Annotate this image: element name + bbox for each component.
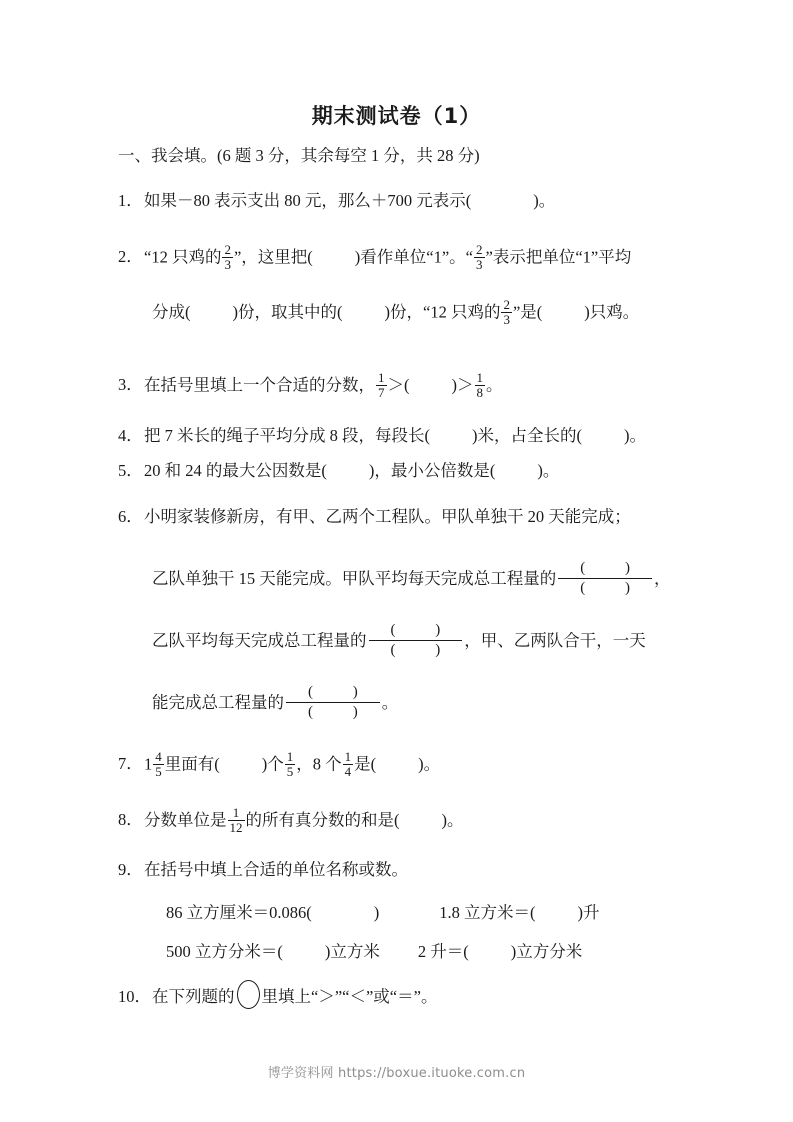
fraction-two-thirds-b xyxy=(474,243,485,271)
question-2-number: 2． xyxy=(118,247,143,267)
question-9-row-1 xyxy=(166,899,600,923)
question-6-line-2 xyxy=(152,560,752,597)
mixed-number-one-and-four-fifths xyxy=(144,750,165,778)
blank-fraction-denominator: ( ) xyxy=(369,640,463,659)
fraction-one-fifth xyxy=(285,750,296,778)
question-7 xyxy=(118,750,718,778)
blank-fraction-yi xyxy=(369,622,463,659)
fraction-two-thirds-a xyxy=(222,243,233,271)
question-2-blank-2 xyxy=(191,304,233,321)
question-10-text-a: 在下列题的 xyxy=(152,987,235,1006)
question-1 xyxy=(118,193,718,210)
question-2-text-a: “12 只鸡的 xyxy=(144,247,222,267)
question-3-blank xyxy=(410,377,452,394)
fraction-two-thirds-c xyxy=(501,298,512,326)
question-1-text-b: )。 xyxy=(533,191,556,210)
question-6 xyxy=(118,509,718,526)
question-2-text-h: ”是( xyxy=(512,302,543,322)
question-2-text-b: ”，这里把( xyxy=(233,247,313,267)
question-6-text-c: 乙队平均每天完成总工程量的 xyxy=(152,631,367,650)
question-6-number: 6． xyxy=(118,507,143,526)
fraction-denominator: 4 xyxy=(344,763,352,779)
question-7-text-a: 里面有( xyxy=(164,754,220,774)
conversion-4-blank xyxy=(469,942,511,962)
fraction-denominator: 3 xyxy=(503,311,510,327)
fraction-four-fifths xyxy=(153,750,164,778)
question-3-number: 3． xyxy=(118,375,143,395)
fraction-one-fourth xyxy=(343,750,354,778)
question-10-text-b: 里填上“＞”“＜”或“＝”。 xyxy=(261,987,438,1006)
blank-fraction-numerator: ( ) xyxy=(390,622,459,638)
blank-fraction-numerator: ( ) xyxy=(308,684,376,700)
fraction-denominator: 5 xyxy=(155,763,162,779)
question-5-blank-1 xyxy=(327,463,369,480)
question-5-number: 5． xyxy=(118,461,143,480)
question-3-text-b: ＞( xyxy=(387,375,410,395)
fraction-one-twelfth xyxy=(228,806,245,834)
question-10-number: 10． xyxy=(118,987,151,1006)
question-5 xyxy=(118,463,718,480)
fraction-denominator: 3 xyxy=(476,256,483,272)
conversion-4-close: )立方分米 xyxy=(510,942,583,961)
conversion-3-blank xyxy=(283,942,325,962)
blank-fraction-numerator: ( ) xyxy=(580,560,648,576)
fraction-one-eighth xyxy=(475,371,486,399)
question-2-text-g: )份，“12 只鸡的 xyxy=(384,302,501,322)
question-4-text-a: 把 7 米长的绳子平均分成 8 段，每段长( xyxy=(144,426,430,445)
fraction-numerator: 2 xyxy=(476,242,483,257)
question-2-text-i: )只鸡。 xyxy=(584,302,640,322)
question-5-text-b: )，最小公倍数是( xyxy=(368,461,496,480)
question-2-text-f: )份，取其中的( xyxy=(232,302,343,322)
circle-blank-icon xyxy=(237,980,260,1009)
fraction-one-seventh xyxy=(376,371,387,399)
question-1-blank xyxy=(471,193,533,210)
section-heading: 一、我会填。(6 题 3 分，其余每空 1 分，共 28 分) xyxy=(118,146,480,165)
question-4-text-b: )米，占全长的( xyxy=(472,426,582,445)
question-2-text-c: )看作单位“1”。“ xyxy=(354,247,473,267)
footer-watermark: 博学资料网 https://boxue.ituoke.com.cn xyxy=(267,1066,526,1081)
blank-fraction-denominator: ( ) xyxy=(286,702,380,721)
question-8-text-a: 分数单位是 xyxy=(144,810,227,830)
fraction-denominator: 12 xyxy=(229,819,243,835)
question-1-number: 1． xyxy=(118,191,143,210)
fraction-numerator: 1 xyxy=(286,749,294,764)
question-5-text-c: )。 xyxy=(537,461,560,480)
question-6-text-b: ， xyxy=(654,569,671,588)
conversion-1-left: 86 立方厘米＝0.086( xyxy=(166,903,312,922)
question-2-blank-4 xyxy=(542,304,584,321)
question-8-text-c: )。 xyxy=(441,810,464,830)
blank-fraction-jia xyxy=(558,560,652,597)
question-5-blank-2 xyxy=(495,463,537,480)
question-6-line-3 xyxy=(152,622,752,659)
question-4-text-c: )。 xyxy=(624,426,646,445)
question-2-text-d: ”表示把单位“1”平均 xyxy=(485,247,632,267)
question-3-text-a: 在括号里填上一个合适的分数， xyxy=(144,375,375,395)
question-6-line-1: 小明家装修新房，有甲、乙两个工程队。甲队单独干 20 天能完成； xyxy=(144,507,631,526)
conversion-2-left: 1.8 立方米＝( xyxy=(439,903,536,922)
question-9-row-2 xyxy=(166,938,582,962)
question-6-line-4 xyxy=(152,684,752,721)
conversion-2-blank xyxy=(536,903,578,923)
question-3 xyxy=(118,371,718,399)
blank-fraction-combined xyxy=(286,684,380,721)
conversion-1-close: ) xyxy=(373,903,380,922)
question-1-text-a: 如果－80 表示支出 80 元，那么＋700 元表示( xyxy=(144,191,472,210)
question-7-text-b: )个 xyxy=(261,754,284,774)
question-7-blank-1 xyxy=(220,756,262,773)
question-7-text-c: ，8 个 xyxy=(296,754,342,774)
fraction-denominator: 8 xyxy=(476,384,483,400)
question-4-blank-2 xyxy=(582,428,624,445)
conversion-3-left: 500 立方分米＝( xyxy=(166,942,283,961)
question-9-text: 在括号中填上合适的单位名称或数。 xyxy=(144,860,408,879)
question-5-text-a: 20 和 24 的最大公因数是( xyxy=(144,461,327,480)
blank-fraction-denominator: ( ) xyxy=(558,578,652,597)
question-7-text-d: 是( xyxy=(354,754,377,774)
fraction-denominator: 3 xyxy=(224,256,231,272)
question-6-text-e: 能完成总工程量的 xyxy=(152,693,284,712)
conversion-4-left: 2 升＝( xyxy=(417,942,469,961)
question-3-text-d: 。 xyxy=(486,375,503,395)
question-7-number: 7． xyxy=(118,754,143,774)
fraction-numerator: 2 xyxy=(224,242,231,257)
fraction-numerator: 1 xyxy=(476,370,483,385)
question-4 xyxy=(118,428,718,445)
question-2-blank-3 xyxy=(343,304,385,321)
question-8-text-b: 的所有真分数的和是( xyxy=(245,810,400,830)
question-6-text-d: ，甲、乙两队合干，一天 xyxy=(464,631,646,650)
question-2-blank-1 xyxy=(313,249,355,266)
question-8-number: 8． xyxy=(118,810,143,830)
fraction-numerator: 1 xyxy=(378,370,385,385)
mixed-whole-part: 1 xyxy=(144,754,153,774)
fraction-numerator: 1 xyxy=(344,749,352,764)
page-title: 期末测试卷（1） xyxy=(311,104,482,128)
question-6-text-a: 乙队单独干 15 天能完成。甲队平均每天完成总工程量的 xyxy=(152,569,557,588)
question-8 xyxy=(118,806,718,834)
question-9-number: 9． xyxy=(118,860,143,879)
fraction-denominator: 7 xyxy=(378,384,385,400)
fraction-numerator: 2 xyxy=(503,297,510,312)
fraction-denominator: 5 xyxy=(286,763,294,779)
question-7-text-e: )。 xyxy=(418,754,441,774)
question-8-blank xyxy=(400,812,442,829)
conversion-1-blank xyxy=(312,903,374,923)
fraction-numerator: 4 xyxy=(155,749,162,764)
question-2 xyxy=(118,243,718,271)
question-7-blank-2 xyxy=(376,756,418,773)
question-2-line-2 xyxy=(152,298,752,326)
conversion-2-close: )升 xyxy=(577,903,600,922)
question-4-number: 4． xyxy=(118,426,143,445)
question-10 xyxy=(118,980,718,1009)
question-6-text-f: 。 xyxy=(381,693,399,712)
question-4-blank-1 xyxy=(430,428,472,445)
fraction-numerator: 1 xyxy=(232,805,240,820)
conversion-3-close: )立方米 xyxy=(324,942,380,961)
question-2-text-e: 分成( xyxy=(152,302,191,322)
question-9 xyxy=(118,862,718,879)
question-3-text-c: )＞ xyxy=(451,375,474,395)
